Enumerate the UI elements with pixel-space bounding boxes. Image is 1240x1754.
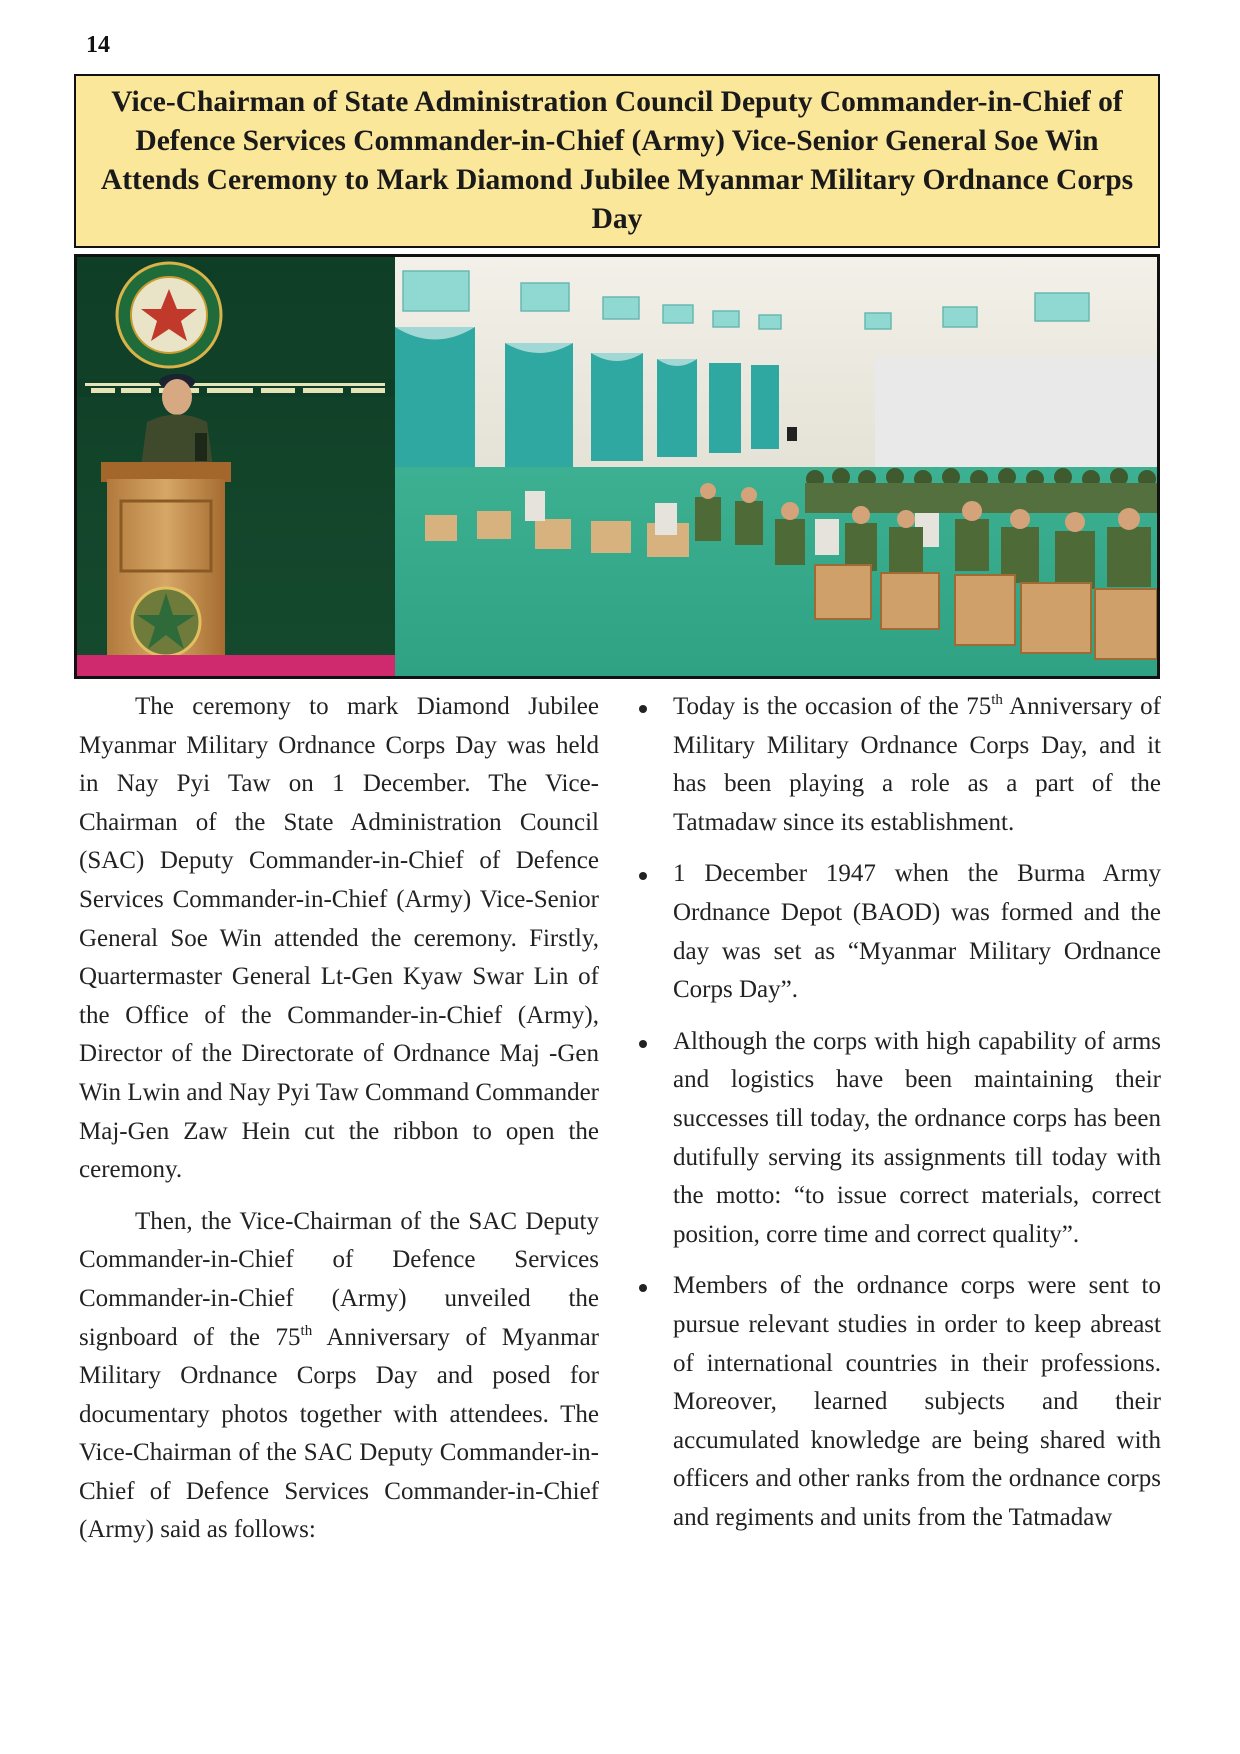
second-paragraph — [79, 1203, 599, 1550]
ordinal-suffix: th — [300, 1322, 313, 1339]
bullet-point: Members of the ordnance corps were sent to pursue relevant studies in order to keep abreast of international countries in their professions. Moreover, learned subjects and their accumulated knowledge are being shared with officers and other ranks from the ordnance corps and regiments and units from the Tatmadaw — [637, 1267, 1161, 1537]
bullet-point — [637, 688, 1161, 842]
bullet-text-b: Anniversary of Military Military Ordnance Corps Day, and it has been playing a role as a part of the Tatmadaw since its establishment. — [673, 693, 1161, 836]
right-column — [637, 688, 1161, 1550]
bullet-point: 1 December 1947 when the Burma Army Ordnance Depot (BAOD) was formed and the day was set as “Myanmar Military Ordnance Corps Day”. — [637, 855, 1161, 1009]
headline: Vice-Chairman of State Administration Council Deputy Commander-in-Chief of Defence Services Commander-in-Chief (Army) Vice-Senior General Soe Win Attends Ceremony to Mark Diamond Jubilee Myanmar Military Ordnance Corps Day — [100, 86, 1134, 235]
speech-points — [637, 688, 1161, 1537]
speaker-photo-illustration — [77, 257, 395, 676]
photo-collage — [74, 254, 1160, 679]
page-number: 14 — [86, 32, 110, 58]
intro-paragraph: The ceremony to mark Diamond Jubilee Myanmar Military Ordnance Corps Day was held in Nay Pyi Taw on 1 December. The Vice-Chairman of the State Administration Council (SAC) Deputy Commander-in-Chief of Defence Services Commander-in-Chief (Army) Vice-Senior General Soe Win attended the ceremony. Firstly, Quartermaster General Lt-Gen Kyaw Swar Lin of the Office of the Commander-in-Chief (Army), Director of the Directorate of Ordnance Maj -Gen Win Lwin and Nay Pyi Taw Command Commander Maj-Gen Zaw Hein cut the ribbon to open the ceremony. — [79, 693, 599, 1184]
headline-box — [74, 74, 1160, 248]
second-paragraph-text-b: Anniversary of Myanmar Military Ordnance Corps Day and posed for documentary photos together with attendees. The Vice-Chairman of the SAC Deputy Commander-in-Chief of Defence Services Commander-in-Chief (Army) said as follows: — [79, 1323, 599, 1544]
second-paragraph-text-a: Then, the Vice-Chairman of the SAC Deputy Commander-in-Chief of Defence Services Commander-in-Chief (Army) unveiled the signboard of the 75 — [79, 1207, 599, 1351]
audience-photo — [395, 257, 1157, 676]
speaker-photo — [77, 257, 395, 676]
audience-photo-illustration — [395, 257, 1157, 676]
bullet-point: Although the corps with high capability of arms and logistics have been maintaining their successes till today, the ordnance corps has been dutifully serving its assignments till today with the motto: “to issue correct materials, correct position, corre time and correct quality”. — [637, 1023, 1161, 1255]
left-column — [79, 688, 599, 1563]
ordinal-suffix: th — [991, 692, 1003, 708]
bullet-text-a: Today is the occasion of the 75 — [673, 693, 992, 720]
